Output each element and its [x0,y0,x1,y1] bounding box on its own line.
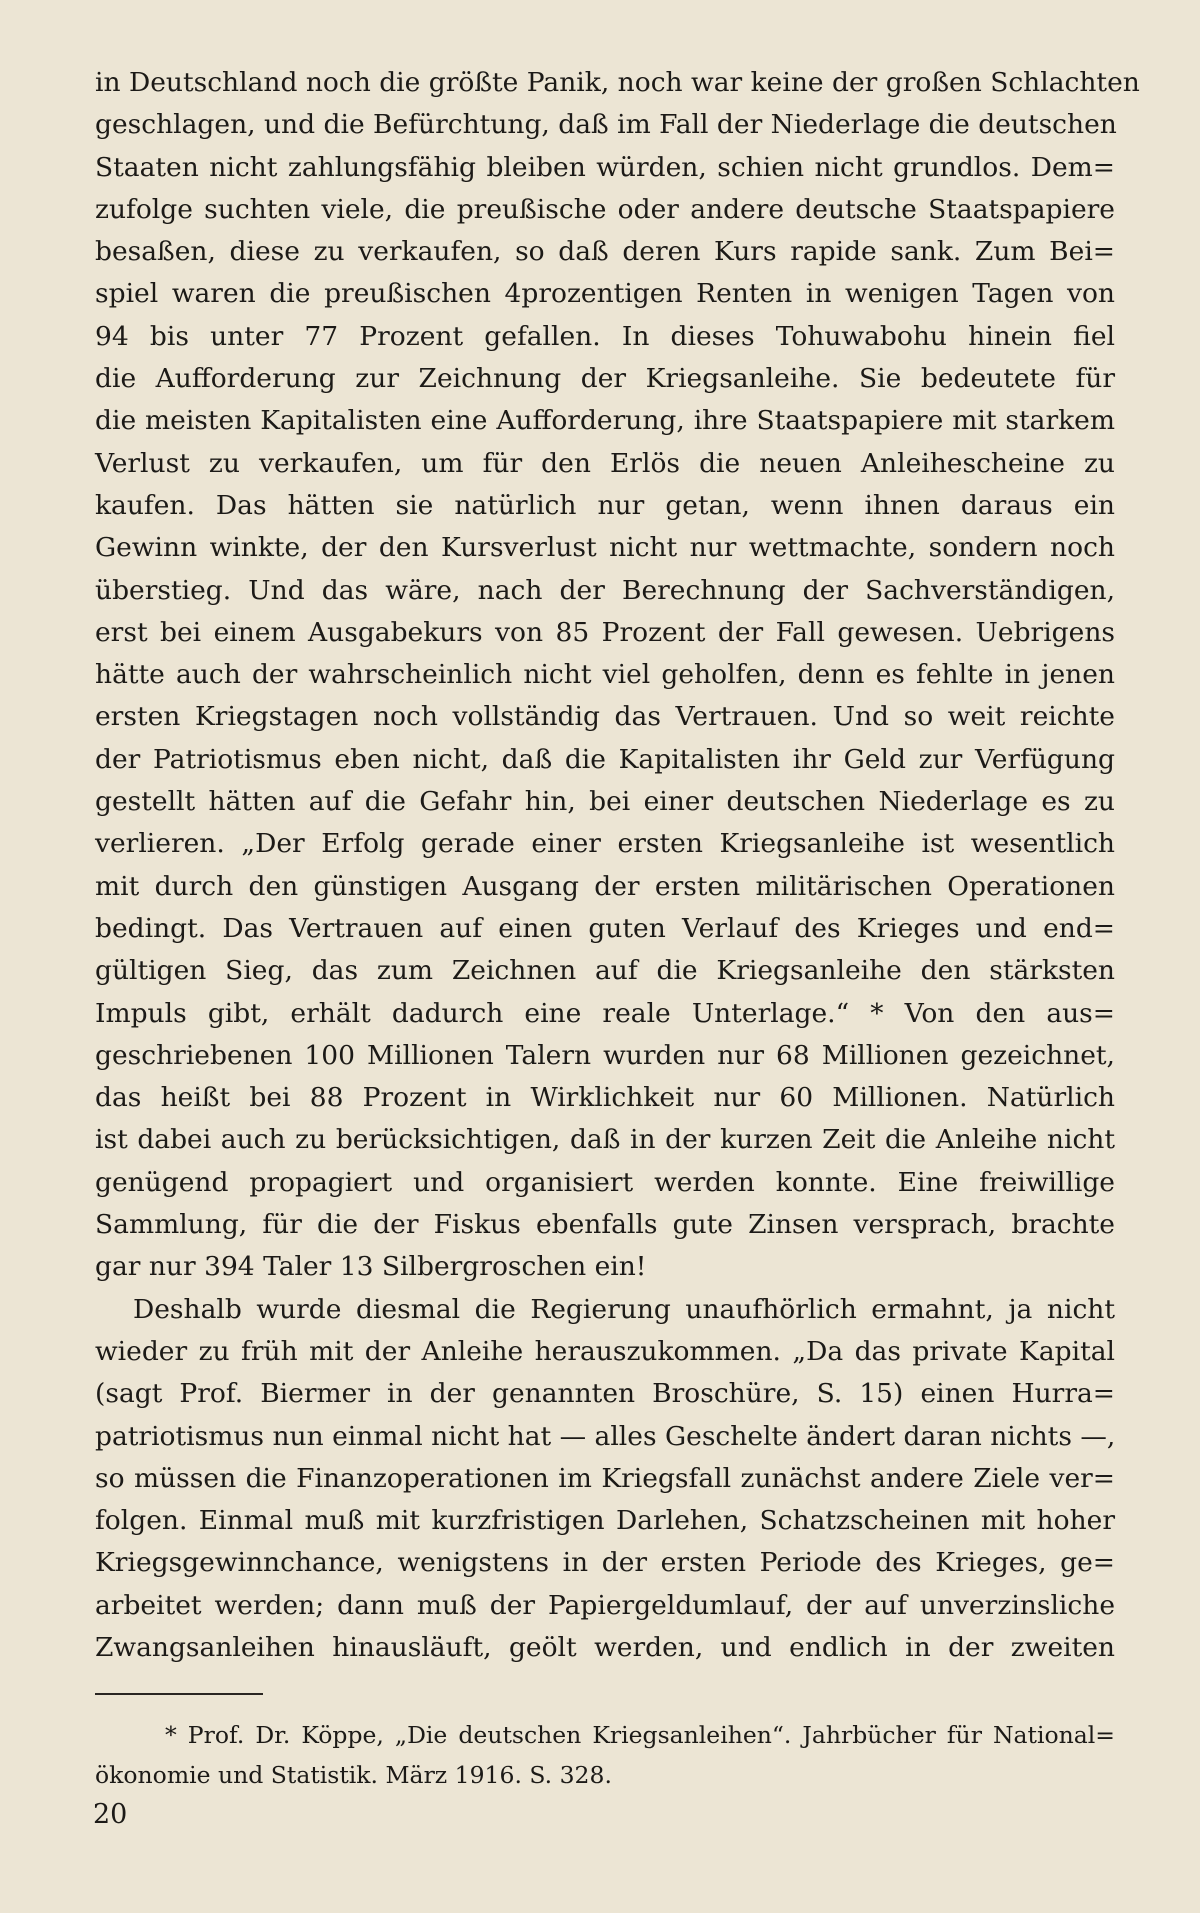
text-line: gültigen Sieg, das zum Zeichnen auf die Kriegsanleihe den stärksten [95,955,1115,987]
page-number: 20 [93,1799,128,1830]
text-line: überstieg. Und das wäre, nach der Berechnung der Sachverständigen, [95,574,1115,606]
text-line: spiel waren die preußischen 4prozentigen Renten in wenigen Tagen von [95,278,1115,310]
text-line: Zwangsanleihen hinausläuft, geölt werden, und endlich in der zweiten [95,1631,1115,1663]
text-line: Kriegsgewinnchance, wenigstens in der ersten Periode des Krieges, ge= [95,1547,1115,1579]
text-line: besaßen, diese zu verkaufen, so daß deren Kurs rapide sank. Zum Bei= [95,236,1115,268]
text-line: Impuls gibt, erhält dadurch eine reale Unterlage.“ * Von den aus= [95,997,1115,1029]
footnote-divider [95,1693,263,1695]
text-line: hätte auch der wahrscheinlich nicht viel geholfen, denn es fehlte in jenen [95,659,1115,691]
text-line: geschriebenen 100 Millionen Talern wurden nur 68 Millionen gezeichnet, [95,1039,1115,1071]
paragraph-2 [95,1289,1115,1670]
text-line: patriotismus nun einmal nicht hat — alles Geschelte ändert daran nichts —, [95,1420,1116,1452]
text-line: wieder zu früh mit der Anleihe herauszukommen. „Da das private Kapital [95,1335,1115,1367]
text-line: bedingt. Das Vertrauen auf einen guten Verlauf des Krieges und end= [95,912,1115,944]
text-line: Verlust zu verkaufen, um für den Erlös die neuen Anleihescheine zu [95,447,1115,479]
main-text [95,62,1140,1669]
text-line: die meisten Kapitalisten eine Aufforderung, ihre Staatspapiere mit starkem [95,405,1115,437]
text-line: erst bei einem Ausgabekurs von 85 Prozent der Fall gewesen. Uebrigens [95,616,1115,648]
footnote-line: ökonomie und Statistik. März 1916. S. 328. [95,1761,612,1789]
text-line: gestellt hätten auf die Gefahr hin, bei einer deutschen Niederlage es zu [95,786,1115,818]
text-line: mit durch den günstigen Ausgang der ersten militärischen Operationen [95,870,1115,902]
text-line: Staaten nicht zahlungsfähig bleiben würden, schien nicht grundlos. Dem= [95,151,1115,183]
text-line: der Patriotismus eben nicht, daß die Kapitalisten ihr Geld zur Verfügung [95,743,1115,775]
text-line: Deshalb wurde diesmal die Regierung unaufhörlich ermahnt, ja nicht [133,1293,1115,1325]
text-line: das heißt bei 88 Prozent in Wirklichkeit nur 60 Millionen. Natürlich [95,1082,1115,1114]
text-line: kaufen. Das hätten sie natürlich nur getan, wenn ihnen daraus ein [95,489,1115,521]
paragraph-1 [95,62,1140,1289]
text-line: in Deutschland noch die größte Panik, noch war keine der großen Schlachten [95,67,1140,98]
text-line: die Aufforderung zur Zeichnung der Kriegsanleihe. Sie bedeutete für [95,363,1115,395]
text-line: ersten Kriegstagen noch vollständig das Vertrauen. Und so weit reichte [95,701,1115,733]
text-line: folgen. Einmal muß mit kurzfristigen Darlehen, Schatzscheinen mit hoher [95,1505,1115,1537]
text-line: genügend propagiert und organisiert werden konnte. Eine freiwillige [95,1166,1115,1198]
text-line: (sagt Prof. Biermer in der genannten Broschüre, S. 15) einen Hurra= [95,1378,1115,1410]
footnote [95,1715,1115,1795]
text-line: verlieren. „Der Erfolg gerade einer ersten Kriegsanleihe ist wesentlich [95,828,1115,860]
text-line: Gewinn winkte, der den Kursverlust nicht nur wettmachte, sondern noch [95,532,1115,564]
footnote-line: * Prof. Dr. Köppe, „Die deutschen Kriegsanleihen“. Jahrbücher für National= [165,1721,1115,1749]
text-line: gar nur 394 Taler 13 Silbergroschen ein! [95,1251,647,1283]
text-line: ist dabei auch zu berücksichtigen, daß in der kurzen Zeit die Anleihe nicht [95,1124,1115,1156]
text-line: 94 bis unter 77 Prozent gefallen. In dieses Tohuwabohu hinein fiel [95,320,1115,352]
text-line: geschlagen, und die Befürchtung, daß im Fall der Niederlage die deutschen [95,109,1117,141]
text-line: Sammlung, für die der Fiskus ebenfalls gute Zinsen versprach, brachte [95,1209,1115,1241]
text-line: so müssen die Finanzoperationen im Kriegsfall zunächst andere Ziele ver= [95,1462,1115,1494]
text-line: arbeitet werden; dann muß der Papiergeldumlauf, der auf unverzinsliche [95,1589,1115,1621]
text-line: zufolge suchten viele, die preußische oder andere deutsche Staatspapiere [95,193,1115,225]
